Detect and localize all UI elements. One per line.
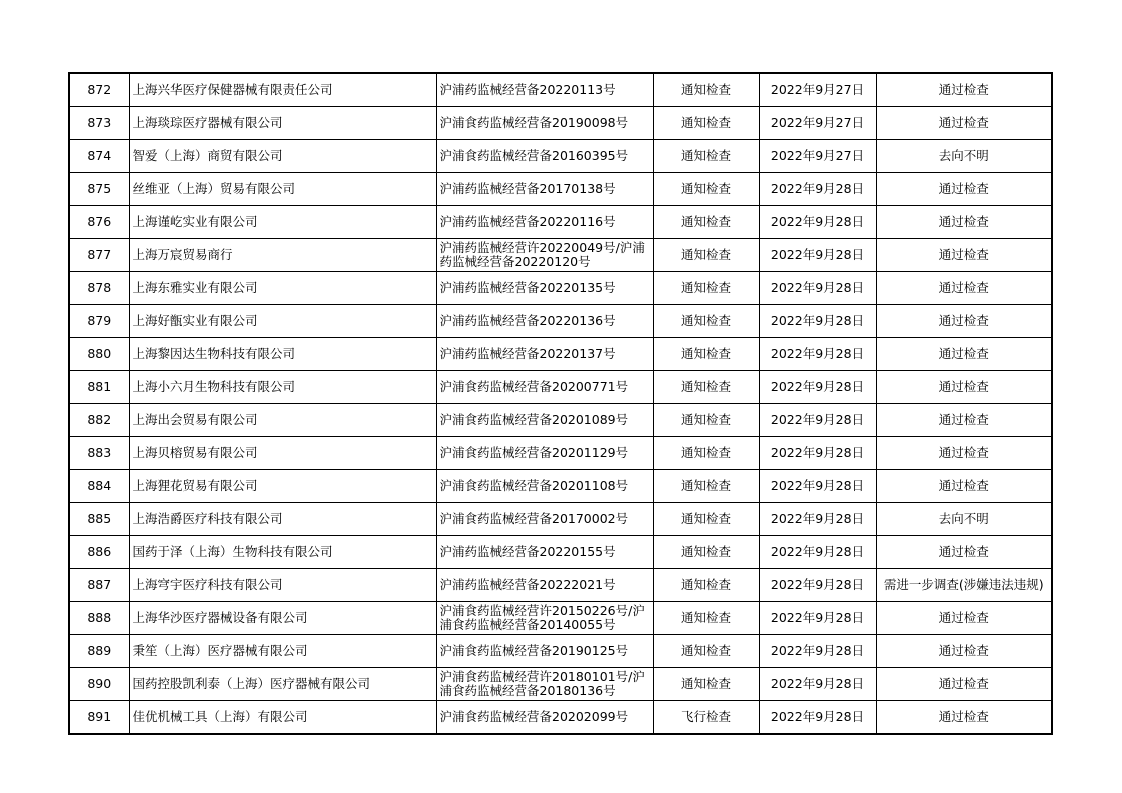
license-number-cell: 沪浦食药监械经营备20201089号: [436, 404, 653, 437]
company-name-cell: 上海华沙医疗器械设备有限公司: [129, 602, 436, 635]
license-number-cell: 沪浦食药监械经营备20190125号: [436, 635, 653, 668]
license-number-cell: 沪浦食药监械经营备20202099号: [436, 701, 653, 735]
table-row: [69, 668, 1052, 701]
inspection-result-cell: 通过检查: [876, 206, 1052, 239]
company-name-cell: 上海东雅实业有限公司: [129, 272, 436, 305]
company-name-cell: 上海谨屹实业有限公司: [129, 206, 436, 239]
record-number-cell: 887: [69, 569, 129, 602]
company-name-cell: 上海浩爵医疗科技有限公司: [129, 503, 436, 536]
record-number-cell: 890: [69, 668, 129, 701]
company-name-cell: 上海穹宇医疗科技有限公司: [129, 569, 436, 602]
company-name-cell: 上海好甑实业有限公司: [129, 305, 436, 338]
inspection-table: [68, 72, 1053, 735]
company-name-cell: 上海狸花贸易有限公司: [129, 470, 436, 503]
record-number-cell: 873: [69, 107, 129, 140]
license-number-cell: 沪浦食药监械经营备20200771号: [436, 371, 653, 404]
company-name-cell: 上海琰琮医疗器械有限公司: [129, 107, 436, 140]
record-number-cell: 879: [69, 305, 129, 338]
table-row: [69, 73, 1052, 107]
record-number-cell: 882: [69, 404, 129, 437]
inspection-result-cell: 通过检查: [876, 404, 1052, 437]
company-name-cell: 上海兴华医疗保健器械有限责任公司: [129, 73, 436, 107]
inspection-result-cell: 通过检查: [876, 437, 1052, 470]
company-name-cell: 上海黎因达生物科技有限公司: [129, 338, 436, 371]
record-number-cell: 886: [69, 536, 129, 569]
license-number-cell: 沪浦食药监械经营许20180101号/沪浦食药监械经营备20180136号: [436, 668, 653, 701]
inspection-result-cell: 通过检查: [876, 371, 1052, 404]
inspection-result-cell: 通过检查: [876, 338, 1052, 371]
inspection-date-cell: 2022年9月28日: [759, 206, 876, 239]
company-name-cell: 上海贝榕贸易有限公司: [129, 437, 436, 470]
inspection-type-cell: 通知检查: [653, 602, 759, 635]
license-number-cell: 沪浦药监械经营备20220155号: [436, 536, 653, 569]
company-name-cell: 上海小六月生物科技有限公司: [129, 371, 436, 404]
inspection-date-cell: 2022年9月28日: [759, 272, 876, 305]
record-number-cell: 875: [69, 173, 129, 206]
inspection-type-cell: 通知检查: [653, 536, 759, 569]
company-name-cell: 智爱（上海）商贸有限公司: [129, 140, 436, 173]
inspection-date-cell: 2022年9月28日: [759, 635, 876, 668]
inspection-type-cell: 通知检查: [653, 404, 759, 437]
inspection-type-cell: 通知检查: [653, 305, 759, 338]
inspection-type-cell: 通知检查: [653, 73, 759, 107]
inspection-type-cell: 通知检查: [653, 635, 759, 668]
inspection-date-cell: 2022年9月28日: [759, 404, 876, 437]
inspection-date-cell: 2022年9月28日: [759, 602, 876, 635]
record-number-cell: 876: [69, 206, 129, 239]
inspection-date-cell: 2022年9月28日: [759, 305, 876, 338]
company-name-cell: 上海万宸贸易商行: [129, 239, 436, 272]
inspection-type-cell: 通知检查: [653, 239, 759, 272]
table-row: [69, 338, 1052, 371]
table-row: [69, 107, 1052, 140]
company-name-cell: 丝维亚（上海）贸易有限公司: [129, 173, 436, 206]
inspection-date-cell: 2022年9月27日: [759, 73, 876, 107]
inspection-date-cell: 2022年9月28日: [759, 668, 876, 701]
license-number-cell: 沪浦食药监械经营备20201129号: [436, 437, 653, 470]
company-name-cell: 佳优机械工具（上海）有限公司: [129, 701, 436, 735]
license-number-cell: 沪浦食药监械经营备20170002号: [436, 503, 653, 536]
inspection-date-cell: 2022年9月27日: [759, 140, 876, 173]
inspection-result-cell: 通过检查: [876, 536, 1052, 569]
inspection-type-cell: 通知检查: [653, 569, 759, 602]
table-body: [69, 73, 1052, 734]
table-row: [69, 371, 1052, 404]
inspection-date-cell: 2022年9月28日: [759, 470, 876, 503]
record-number-cell: 883: [69, 437, 129, 470]
inspection-date-cell: 2022年9月27日: [759, 107, 876, 140]
inspection-date-cell: 2022年9月28日: [759, 437, 876, 470]
table-row: [69, 569, 1052, 602]
inspection-type-cell: 通知检查: [653, 272, 759, 305]
record-number-cell: 891: [69, 701, 129, 735]
table-row: [69, 404, 1052, 437]
record-number-cell: 889: [69, 635, 129, 668]
license-number-cell: 沪浦药监械经营许20220049号/沪浦药监械经营备20220120号: [436, 239, 653, 272]
license-number-cell: 沪浦药监械经营备20220135号: [436, 272, 653, 305]
inspection-type-cell: 通知检查: [653, 206, 759, 239]
inspection-type-cell: 通知检查: [653, 338, 759, 371]
table-row: [69, 173, 1052, 206]
license-number-cell: 沪浦食药监械经营备20160395号: [436, 140, 653, 173]
inspection-date-cell: 2022年9月28日: [759, 569, 876, 602]
inspection-date-cell: 2022年9月28日: [759, 536, 876, 569]
inspection-result-cell: 去向不明: [876, 140, 1052, 173]
table-row: [69, 140, 1052, 173]
record-number-cell: 885: [69, 503, 129, 536]
record-number-cell: 880: [69, 338, 129, 371]
record-number-cell: 874: [69, 140, 129, 173]
inspection-type-cell: 通知检查: [653, 470, 759, 503]
table-row: [69, 602, 1052, 635]
record-number-cell: 884: [69, 470, 129, 503]
company-name-cell: 上海出会贸易有限公司: [129, 404, 436, 437]
inspection-result-cell: 需进一步调查(涉嫌违法违规): [876, 569, 1052, 602]
record-number-cell: 881: [69, 371, 129, 404]
inspection-date-cell: 2022年9月28日: [759, 503, 876, 536]
table-row: [69, 305, 1052, 338]
inspection-result-cell: 去向不明: [876, 503, 1052, 536]
company-name-cell: 秉笙（上海）医疗器械有限公司: [129, 635, 436, 668]
record-number-cell: 872: [69, 73, 129, 107]
table-row: [69, 239, 1052, 272]
record-number-cell: 878: [69, 272, 129, 305]
inspection-type-cell: 通知检查: [653, 140, 759, 173]
table-row: [69, 206, 1052, 239]
license-number-cell: 沪浦食药监械经营许20150226号/沪浦食药监械经营备20140055号: [436, 602, 653, 635]
inspection-result-cell: 通过检查: [876, 305, 1052, 338]
inspection-result-cell: 通过检查: [876, 635, 1052, 668]
table-row: [69, 470, 1052, 503]
inspection-result-cell: 通过检查: [876, 470, 1052, 503]
table-row: [69, 701, 1052, 735]
inspection-result-cell: 通过检查: [876, 272, 1052, 305]
license-number-cell: 沪浦药监械经营备20222021号: [436, 569, 653, 602]
inspection-type-cell: 通知检查: [653, 503, 759, 536]
inspection-type-cell: 飞行检查: [653, 701, 759, 735]
inspection-date-cell: 2022年9月28日: [759, 371, 876, 404]
inspection-date-cell: 2022年9月28日: [759, 701, 876, 735]
inspection-result-cell: 通过检查: [876, 73, 1052, 107]
inspection-result-cell: 通过检查: [876, 107, 1052, 140]
inspection-result-cell: 通过检查: [876, 701, 1052, 735]
company-name-cell: 国药于泽（上海）生物科技有限公司: [129, 536, 436, 569]
inspection-date-cell: 2022年9月28日: [759, 239, 876, 272]
record-number-cell: 888: [69, 602, 129, 635]
license-number-cell: 沪浦药监械经营备20220136号: [436, 305, 653, 338]
record-number-cell: 877: [69, 239, 129, 272]
inspection-result-cell: 通过检查: [876, 668, 1052, 701]
license-number-cell: 沪浦药监械经营备20220137号: [436, 338, 653, 371]
table-row: [69, 272, 1052, 305]
license-number-cell: 沪浦食药监械经营备20201108号: [436, 470, 653, 503]
license-number-cell: 沪浦药监械经营备20220116号: [436, 206, 653, 239]
inspection-type-cell: 通知检查: [653, 371, 759, 404]
company-name-cell: 国药控股凯利泰（上海）医疗器械有限公司: [129, 668, 436, 701]
table-row: [69, 437, 1052, 470]
inspection-type-cell: 通知检查: [653, 437, 759, 470]
table-row: [69, 503, 1052, 536]
inspection-result-cell: 通过检查: [876, 173, 1052, 206]
inspection-result-cell: 通过检查: [876, 602, 1052, 635]
inspection-type-cell: 通知检查: [653, 173, 759, 206]
license-number-cell: 沪浦食药监械经营备20190098号: [436, 107, 653, 140]
license-number-cell: 沪浦药监械经营备20220113号: [436, 73, 653, 107]
inspection-type-cell: 通知检查: [653, 668, 759, 701]
table-row: [69, 635, 1052, 668]
inspection-result-cell: 通过检查: [876, 239, 1052, 272]
license-number-cell: 沪浦药监械经营备20170138号: [436, 173, 653, 206]
inspection-type-cell: 通知检查: [653, 107, 759, 140]
inspection-date-cell: 2022年9月28日: [759, 173, 876, 206]
inspection-date-cell: 2022年9月28日: [759, 338, 876, 371]
table-row: [69, 536, 1052, 569]
